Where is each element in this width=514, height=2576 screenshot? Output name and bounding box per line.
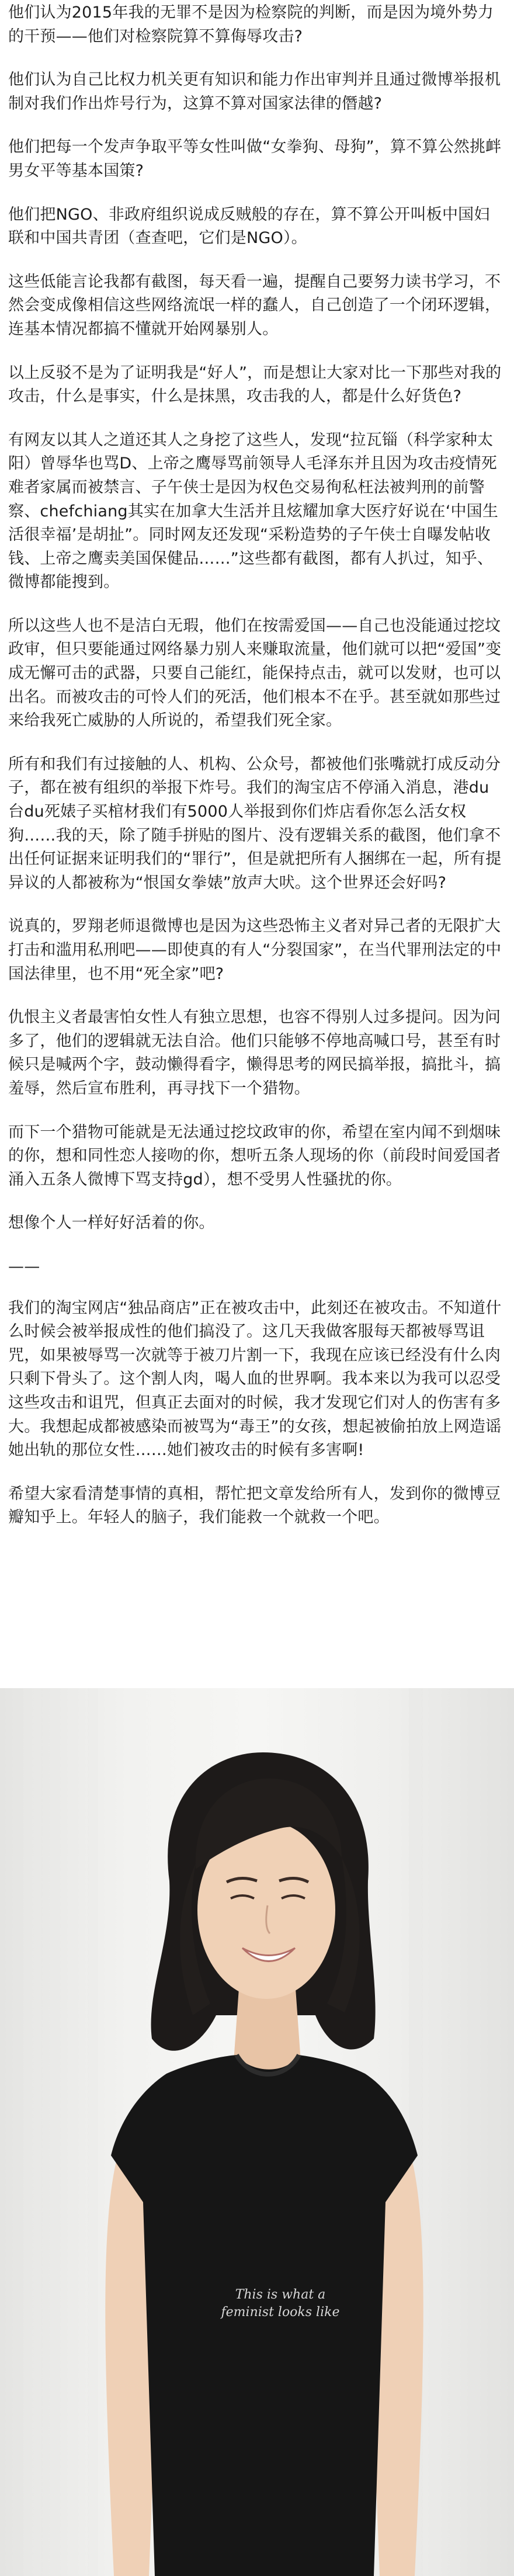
paragraph: 所有和我们有过接触的人、机构、公众号，都被他们张嘴就打成反动分子，都在被有组织的举报下炸号。我们的淘宝店不停涌入消息，港du台du死婊子买棺材我们有5000人举报到你们炸店看你怎么活女权狗……我的天，除了随手拼贴的图片、没有逻辑关系的截图，他们拿不出任何证据来证明我们的“罪行”，但是就把所有人捆绑在一起，所有提异议的人都被称为“恨国女拳婊”放声大吠。这个世界还会好吗?: [8, 755, 502, 892]
paragraph: 我们的淘宝网店“独品商店”正在被攻击中，此刻还在被攻击。不知道什么时候会被举报成性的他们搞没了。这几天我做客服每天都被辱骂诅咒，如果被辱骂一次就等于被刀片割一下，我现在应该已经没有什么肉只剩下骨头了。这个割人肉，喝人血的世界啊。我本来以为我可以忍受这些攻击和诅咒，但真正去面对的时候，我才发现它们对人的伤害有多大。我想起成都被感染而被骂为“毒王”的女孩，想起被偷拍放上网造谣她出轨的那位女性……她们被攻击的时候有多害啊!: [8, 1299, 502, 1460]
shirt-print-line-1: This is what a: [235, 2287, 326, 2302]
paragraph: 他们把NGO、非政府组织说成反贼般的存在，算不算公开叫板中国妇联和中国共青团（查查吧，它们是NGO）。: [8, 205, 490, 248]
paragraph: 而下一个猎物可能就是无法通过挖坟政审的你，希望在室内闻不到烟味的你，想和同性恋人接吻的你，想听五条人现场的你（前段时间爱国者涌入五条人微博下骂支持gd），想不受男人性骚扰的你。: [8, 1123, 501, 1189]
shirt-print-line-2: feminist looks like: [221, 2305, 340, 2320]
paragraph: 他们认为自己比权力机关更有知识和能力作出审判并且通过微博举报机制对我们作出炸号行为，这算不算对国家法律的僭越?: [8, 71, 501, 113]
paragraph: 他们把每一个发声争取平等女性叫做“女拳狗、母狗”，算不算公然挑衅男女平等基本国策?: [8, 138, 502, 180]
paragraph: 这些低能言论我都有截图，每天看一遍，提醒自己要努力读书学习，不然会变成像相信这些网络流氓一样的蠢人，自己创造了一个闭环逻辑，连基本情况都搞不懂就开始网暴别人。: [8, 272, 501, 338]
portrait-illustration: [0, 1688, 514, 2576]
separator: ——: [8, 1257, 40, 1276]
paragraph: 他们认为2015年我的无罪不是因为检察院的判断，而是因为境外势力的干预——他们对检察院算不算侮辱攻击?: [8, 4, 494, 46]
paragraph: 希望大家看清楚事情的真相，帮忙把文章发给所有人，发到你的微博豆瓣知乎上。年轻人的脑子，我们能救一个就救一个吧。: [8, 1484, 501, 1527]
paragraph: 所以这些人也不是洁白无瑕，他们在按需爱国——自己也没能通过挖坟政审，但只要能通过网络暴力别人来赚取流量，他们就可以把“爱国”变成无懈可击的武器，只要自己能红，能保持点击，就可以发财，也可以出名。而被攻击的可怜人们的死活，他们根本不在乎。甚至就如那些过来给我死亡威胁的人所说的，希望我们死全家。: [8, 616, 502, 730]
author-portrait-photo: [0, 1688, 514, 2576]
paragraph: 以上反驳不是为了证明我是“好人”，而是想让大家对比一下那些对我的攻击，什么是事实，什么是抹黑，攻击我的人，都是什么好货色?: [8, 363, 502, 406]
paragraph: 说真的，罗翔老师退微博也是因为这些恐怖主义者对异己者的无限扩大打击和滥用私刑吧——即使真的有人“分裂国家”，在当代罪刑法定的中国法律里，也不用“死全家”吧?: [8, 917, 502, 983]
paragraph: 想像个人一样好好活着的你。: [8, 1214, 215, 1233]
article-body: [8, 1, 502, 1550]
paragraph: 仇恨主义者最害怕女性人有独立思想，也容不得别人过多提问。因为问多了，他们的逻辑就无法自洽。他们只能够不停地高喊口号，甚至有时候只是喊两个字，鼓动懒得看字，懒得思考的网民搞举报，搞批斗，搞羞辱，然后宣布胜利，再寻找下一个猎物。: [8, 1008, 501, 1098]
paragraph: 有网友以其人之道还其人之身挖了这些人，发现“拉瓦锱（科学家种太阳）曾辱华也骂D、上帝之鹰辱骂前领导人毛泽东并且因为攻击疫情死难者家属而被禁言、子午侠士是因为权色交易徇私枉法被判刑的前警察、chefchiang其实在加拿大生活并且炫耀加拿大医疗好说在‘中国生活很幸福’是胡扯”。同时网友还发现“采粉造势的子午侠士自曝发帖收钱、上帝之鹰卖美国保健品……”这些都有截图，都有人扒过，知乎、微博都能搜到。: [8, 431, 499, 592]
